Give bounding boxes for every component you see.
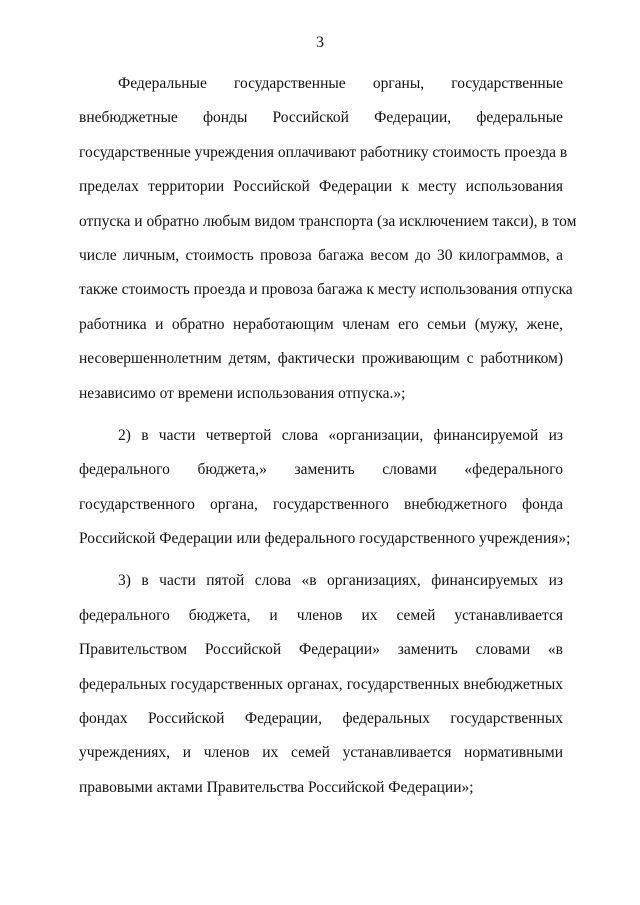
text-line: пределах территории Российской Федерации к месту использования	[79, 178, 563, 196]
page-number: 3	[316, 34, 324, 51]
text-line: независимо от времени использования отпуска.»;	[79, 384, 406, 402]
text-line: федерального бюджета,» заменить словами «федерального	[79, 461, 563, 479]
text-line: государственного органа, государственного внебюджетного фонда	[79, 495, 563, 513]
text-line: 3) в части пятой слова «в организациях, финансируемых из	[118, 572, 563, 590]
paragraph-item-2	[79, 419, 571, 557]
text-line: также стоимость проезда и провоза багажа к месту использования отпуска	[79, 281, 573, 299]
paragraph-gap	[79, 556, 563, 564]
text-line: 2) в части четвертой слова «организации, финансируемой из	[118, 426, 563, 444]
text-line: правовыми актами Правительства Российской Федерации»;	[79, 778, 474, 796]
paragraph-gap	[79, 411, 563, 419]
text-line: федерального бюджета, и членов их семей устанавливается	[79, 606, 563, 624]
text-line: государственные учреждения оплачивают работнику стоимость проезда в	[79, 143, 568, 161]
text-line: Федеральные государственные органы, государственные	[118, 75, 563, 92]
document-body	[79, 67, 577, 805]
text-line: несовершеннолетним детям, фактически проживающим с работником)	[79, 350, 563, 368]
text-line: федеральных государственных органах, государственных внебюджетных	[79, 675, 563, 693]
text-line: работника и обратно неработающим членам его семьи (мужу, жене,	[79, 315, 563, 333]
paragraph-item-3	[79, 564, 563, 805]
text-line: внебюджетные фонды Российской Федерации, федеральные	[79, 109, 563, 127]
text-line: фондах Российской Федерации, федеральных государственных	[79, 710, 563, 728]
text-line: отпуска и обратно любым видом транспорта (за исключением такси), в том	[79, 212, 577, 230]
text-line: числе личным, стоимость провоза багажа весом до 30 килограммов, а	[79, 246, 563, 264]
paragraph-travel-compensation	[79, 67, 577, 411]
text-line: учреждениях, и членов их семей устанавливается нормативными	[79, 744, 563, 762]
text-line: Правительством Российской Федерации» заменить словами «в	[79, 641, 563, 659]
text-line: Российской Федерации или федерального государственного учреждения»;	[79, 530, 571, 548]
